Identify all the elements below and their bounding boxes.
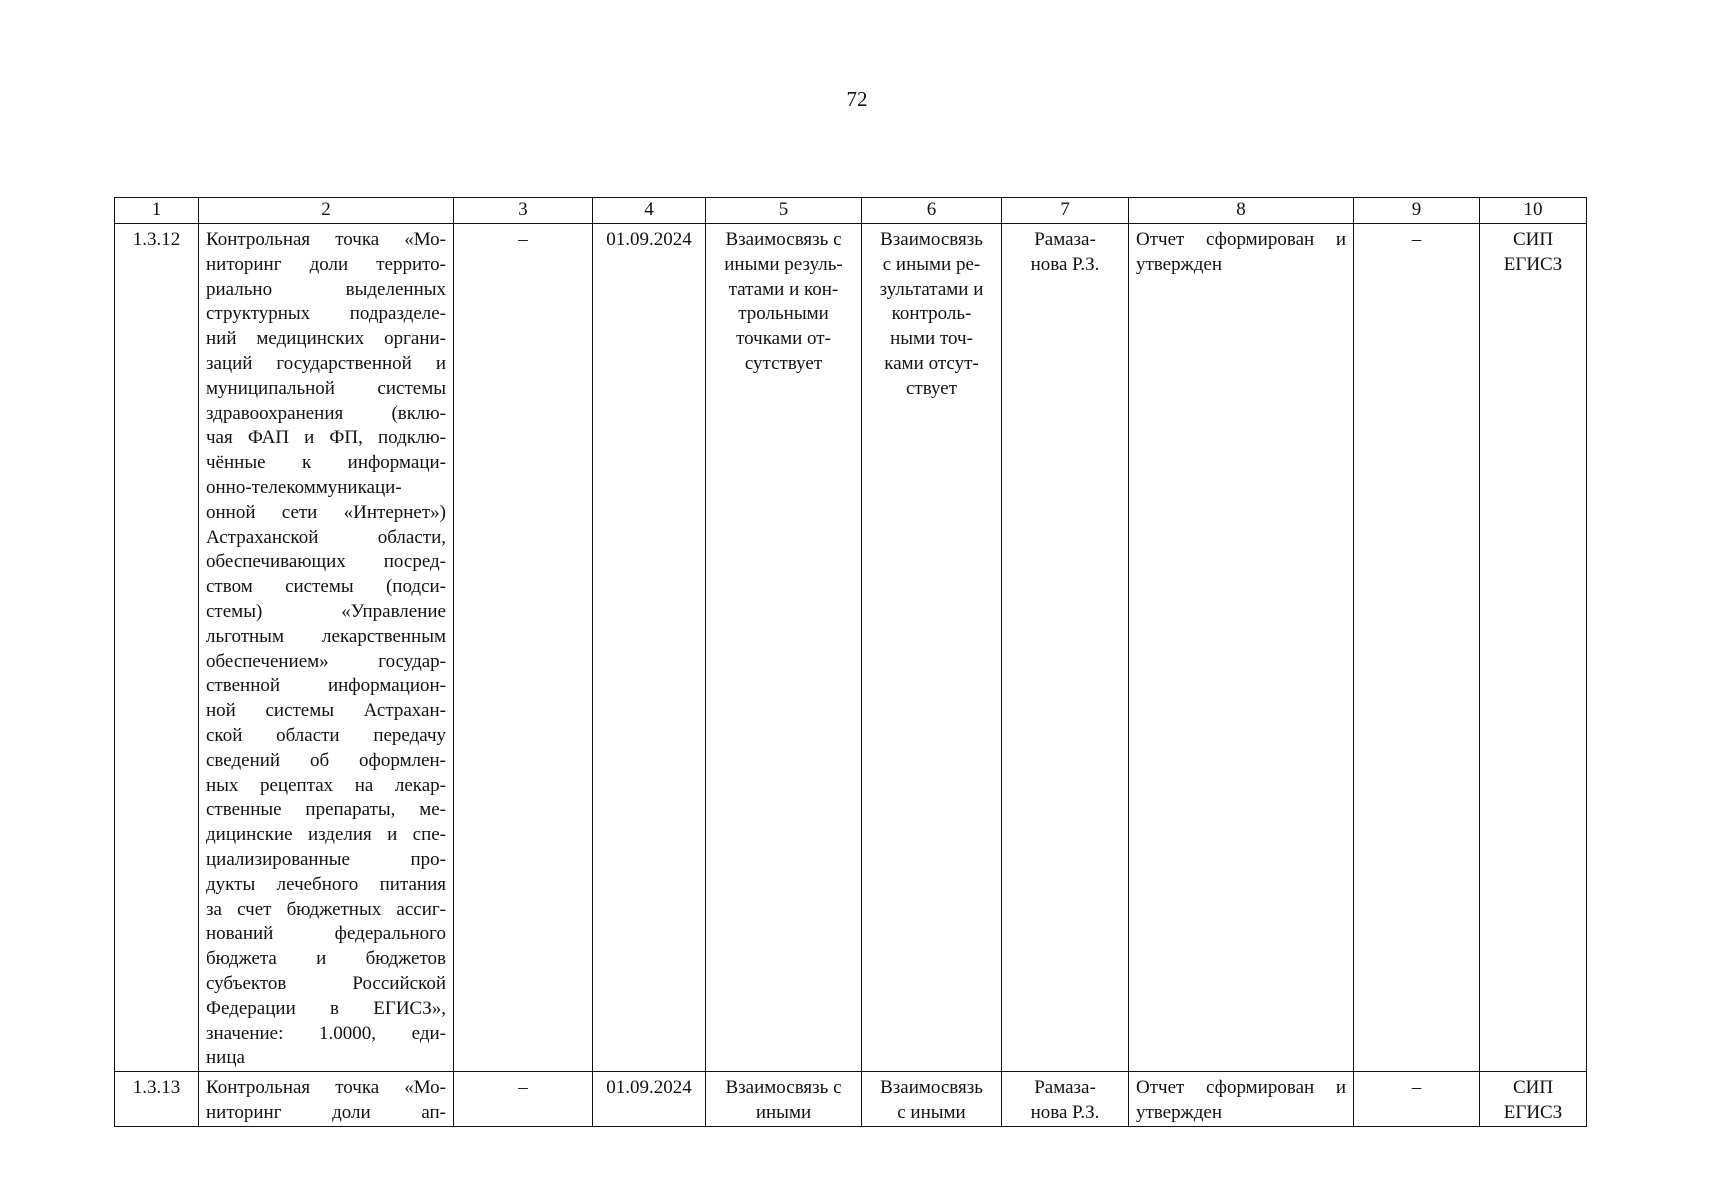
- description-line: ственной информацион-: [206, 675, 446, 697]
- description-line: ной системы Астрахан-: [206, 700, 446, 722]
- description-line: заций государственной и: [206, 352, 446, 374]
- system-line: ЕГИСЗ: [1503, 253, 1563, 275]
- column-header: 8: [1129, 198, 1354, 224]
- relation-points-line: с иными: [897, 1101, 966, 1123]
- relation-results-line: Взаимосвязь с: [725, 1077, 842, 1099]
- responsible-line: Рамаза-: [1034, 229, 1096, 250]
- relation-points-line: зультатами и: [879, 278, 984, 300]
- result-line: утвержден: [1136, 1101, 1222, 1123]
- description-line: здравоохранения (вклю-: [206, 402, 446, 424]
- relation-results-line: иными: [755, 1101, 812, 1123]
- date-value: 01.09.2024: [606, 229, 692, 250]
- relation-points-cell: [862, 1072, 1002, 1127]
- description-line: структурных подразделе-: [206, 303, 446, 325]
- col9-cell: [1354, 224, 1480, 1072]
- relation-results-line: сутствует: [744, 352, 823, 374]
- page-number: 72: [846, 87, 868, 111]
- description-line: циализированные про-: [206, 848, 446, 870]
- relation-points-line: Взаимосвязь: [880, 229, 983, 250]
- description-cell: [199, 1072, 454, 1127]
- description-line: чая ФАП и ФП, подклю-: [206, 427, 446, 449]
- description-line: Контрольная точка «Мо-: [206, 1077, 446, 1099]
- relation-results-line: татами и кон-: [728, 278, 839, 300]
- description-cell: [199, 224, 454, 1072]
- column-header: 9: [1354, 198, 1480, 224]
- row-number: 1.3.12: [132, 229, 181, 250]
- description-line: обеспечивающих посред-: [206, 551, 446, 573]
- description-line: значение: 1.0000, еди-: [206, 1022, 446, 1044]
- description-line: ница: [206, 1047, 245, 1069]
- result-cell: [1129, 224, 1354, 1072]
- table-row: [115, 224, 1587, 1072]
- system-line: СИП: [1512, 1077, 1554, 1099]
- result-line: Отчет сформирован и: [1136, 229, 1346, 250]
- system-line: ЕГИСЗ: [1503, 1101, 1563, 1123]
- responsible-line: нова Р.З.: [1030, 253, 1100, 275]
- relation-points-line: ками отсут-: [884, 352, 979, 374]
- description-line: ственные препараты, ме-: [206, 799, 446, 821]
- column-header: 4: [593, 198, 706, 224]
- description-line: муниципальной системы: [206, 377, 446, 399]
- row-number-cell: [115, 224, 199, 1072]
- column-header: 3: [454, 198, 593, 224]
- responsible-line: нова Р.З.: [1030, 1101, 1100, 1123]
- relation-results-cell: [706, 224, 862, 1072]
- description-line: сведений об оформлен-: [206, 749, 446, 771]
- description-line: Контрольная точка «Мо-: [206, 229, 446, 250]
- plan-table: [114, 197, 1587, 1127]
- column-number-row: [115, 198, 1587, 224]
- col3-cell: [454, 1072, 593, 1127]
- column-header: 2: [199, 198, 454, 224]
- col3-cell: [454, 224, 593, 1072]
- result-line: Отчет сформирован и: [1136, 1077, 1346, 1099]
- date-value: 01.09.2024: [606, 1077, 692, 1099]
- description-line: субъектов Российской: [206, 972, 446, 994]
- row-number: 1.3.13: [132, 1077, 181, 1099]
- responsible-cell: [1002, 1072, 1129, 1127]
- responsible-cell: [1002, 224, 1129, 1072]
- description-line: нований федерального: [206, 923, 446, 945]
- column-header: 6: [862, 198, 1002, 224]
- result-line: утвержден: [1136, 253, 1222, 275]
- description-line: стемы) «Управление: [206, 600, 446, 622]
- date-cell: [593, 1072, 706, 1127]
- description-line: чённые к информаци-: [206, 452, 446, 474]
- description-line: ниторинг доли ап-: [206, 1101, 446, 1123]
- col9-cell: [1354, 1072, 1480, 1127]
- column-header: 10: [1480, 198, 1587, 224]
- description-line: риально выделенных: [206, 278, 446, 300]
- system-cell: [1480, 224, 1587, 1072]
- column-header: 1: [115, 198, 199, 224]
- description-line: онной сети «Интернет»): [206, 501, 446, 523]
- relation-points-line: контроль-: [891, 303, 972, 325]
- relation-results-line: иными резуль-: [724, 253, 843, 275]
- system-cell: [1480, 1072, 1587, 1127]
- responsible-line: Рамаза-: [1034, 1077, 1096, 1099]
- col9-value: –: [1411, 1077, 1422, 1099]
- relation-points-line: ствует: [905, 377, 958, 399]
- system-line: СИП: [1512, 229, 1554, 250]
- relation-points-line: Взаимосвязь: [880, 1077, 983, 1099]
- date-cell: [593, 224, 706, 1072]
- description-line: дицинские изделия и спе-: [206, 824, 446, 846]
- column-header: 5: [706, 198, 862, 224]
- row-number-cell: [115, 1072, 199, 1127]
- description-line: Астраханской области,: [206, 526, 446, 548]
- relation-results-line: точками от-: [736, 328, 831, 350]
- description-line: дукты лечебного питания: [206, 873, 446, 895]
- relation-results-line: Взаимосвязь с: [725, 229, 842, 250]
- description-line: ных рецептах на лекар-: [206, 774, 446, 796]
- description-line: за счет бюджетных ассиг-: [206, 898, 446, 920]
- description-line: ний медицинских органи-: [206, 328, 446, 350]
- result-cell: [1129, 1072, 1354, 1127]
- relation-points-line: ными точ-: [890, 328, 973, 350]
- column-header: 7: [1002, 198, 1129, 224]
- description-line: ской области передачу: [206, 724, 446, 746]
- description-line: обеспечением» государ-: [206, 650, 446, 672]
- description-line: ниторинг доли террито-: [206, 253, 446, 275]
- description-line: Федерации в ЕГИСЗ»,: [206, 997, 446, 1019]
- col9-value: –: [1411, 229, 1422, 250]
- col3-value: –: [518, 1077, 528, 1099]
- description-line: ством системы (подси-: [206, 576, 446, 598]
- col3-value: –: [518, 229, 528, 250]
- relation-results-cell: [706, 1072, 862, 1127]
- description-line: бюджета и бюджетов: [206, 948, 446, 970]
- description-line: льготным лекарственным: [206, 625, 446, 647]
- relation-points-cell: [862, 224, 1002, 1072]
- table-row: [115, 1072, 1587, 1127]
- description-line: онно-телекоммуникаци-: [206, 476, 402, 498]
- relation-points-line: с иными ре-: [882, 253, 981, 275]
- relation-results-line: трольными: [738, 303, 829, 325]
